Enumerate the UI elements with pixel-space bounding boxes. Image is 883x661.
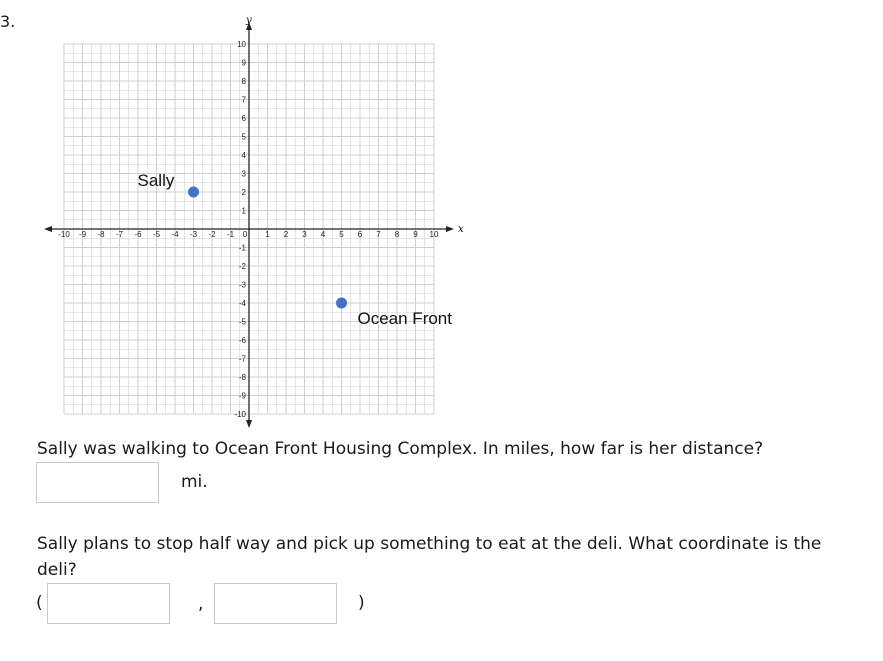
coordinate-comma: ,: [198, 594, 204, 614]
y-tick-label: -8: [238, 373, 246, 382]
x-tick-label: 9: [413, 230, 418, 239]
question2-text: Sally plans to stop half way and pick up something to eat at the deli. What coordinate is the deli?: [37, 534, 822, 580]
x-tick-label: 8: [394, 230, 400, 239]
y-tick-label: 3: [241, 169, 246, 179]
point-marker: [336, 298, 347, 309]
x-axis-label: x: [458, 224, 464, 235]
question1-text: Sally was walking to Ocean Front Housing Complex. In miles, how far is her distance?: [37, 439, 764, 459]
y-tick-label: 9: [241, 58, 246, 68]
x-tick-label: 6: [357, 230, 363, 239]
y-tick-label: 2: [241, 188, 246, 197]
distance-unit: mi.: [181, 472, 208, 492]
deli-x-input[interactable]: [47, 583, 170, 624]
y-tick-label: -3: [238, 280, 246, 290]
x-tick-label: 3: [302, 230, 307, 239]
x-tick-label: -6: [134, 230, 142, 239]
y-tick-label: 1: [241, 206, 246, 216]
distance-input[interactable]: [36, 462, 159, 503]
y-tick-label: 6: [241, 114, 246, 123]
x-tick-label: 5: [339, 230, 344, 239]
x-tick-label: -8: [97, 230, 105, 239]
y-tick-label: -9: [238, 391, 246, 401]
x-tick-label: -4: [171, 230, 179, 239]
y-tick-label: 5: [241, 132, 246, 142]
deli-y-input[interactable]: [214, 583, 337, 624]
x-tick-label: -5: [152, 230, 161, 239]
y-tick-label: 8: [241, 77, 246, 86]
point-label: Sally: [137, 171, 175, 190]
y-tick-label: 10: [237, 40, 246, 49]
y-tick-label: -10: [234, 410, 246, 419]
point-label: Ocean Front: [357, 309, 452, 328]
y-tick-label: 4: [241, 151, 246, 160]
x-tick-label: 7: [376, 230, 381, 239]
x-tick-label: 10: [429, 230, 439, 239]
question-number: 3.: [0, 12, 16, 31]
x-tick-label: -7: [115, 230, 124, 239]
x-tick-label: 0: [242, 230, 248, 239]
y-axis-arrow-down: [246, 420, 252, 428]
x-axis-arrow-right: [446, 226, 454, 232]
y-axis-label: y: [246, 15, 252, 26]
y-tick-label: -4: [238, 299, 246, 308]
x-tick-label: -1: [226, 230, 235, 239]
y-tick-label: 7: [241, 95, 246, 105]
y-tick-label: -2: [238, 262, 246, 271]
point-marker: [188, 187, 199, 198]
x-axis-arrow-left: [44, 226, 52, 232]
open-paren: (: [36, 593, 43, 613]
y-tick-label: -7: [238, 354, 246, 364]
x-tick-label: -3: [189, 230, 198, 239]
x-tick-label: -2: [208, 230, 216, 239]
close-paren: ): [358, 593, 365, 613]
y-tick-label: -6: [238, 336, 246, 345]
x-tick-label: 1: [265, 230, 270, 239]
x-tick-label: -10: [58, 230, 70, 239]
y-tick-label: -5: [238, 317, 246, 327]
y-tick-label: -1: [238, 243, 246, 253]
x-tick-label: 2: [283, 230, 289, 239]
x-tick-label: -9: [78, 230, 87, 239]
x-tick-label: 4: [320, 230, 326, 239]
